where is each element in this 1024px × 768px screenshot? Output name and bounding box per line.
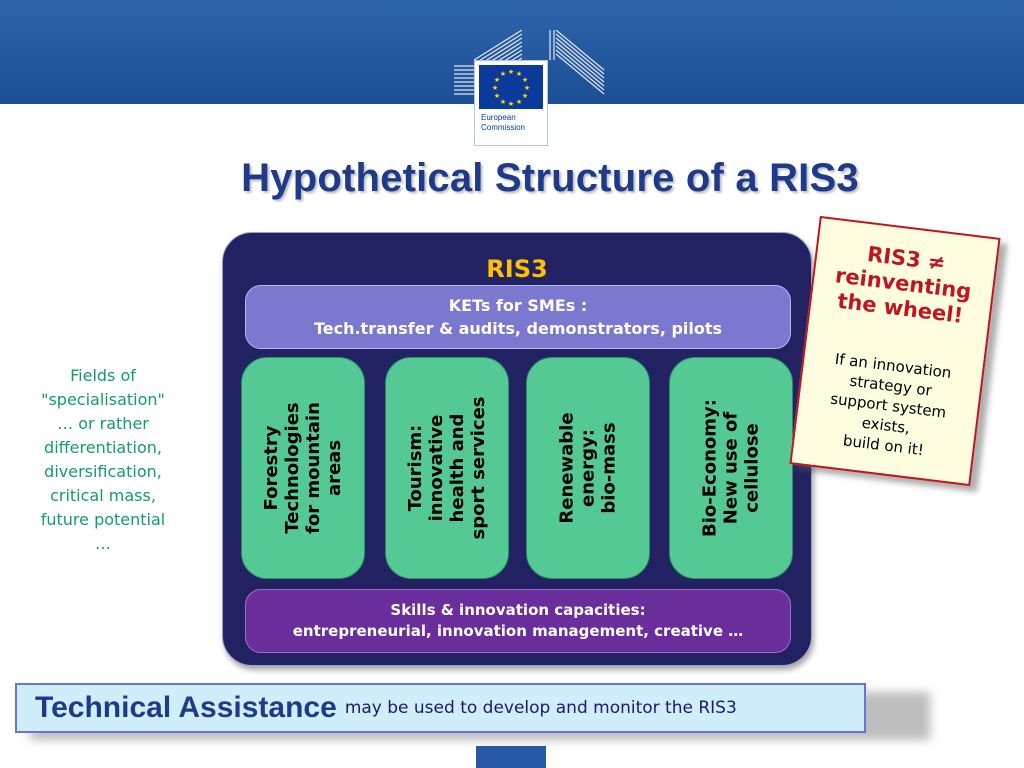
svg-text:★: ★ [499,98,507,106]
skills-line-1: Skills & innovation capacities: [390,601,646,619]
ris3-label: RIS3 [486,255,548,283]
field-label: Forestry Technologies for mountain areas [261,402,345,534]
side-note-line: differentiation, [44,438,162,457]
ta-text: may be used to develop and monitor the RIS3 [344,698,737,718]
eu-flag-icon [479,65,543,109]
svg-text:★: ★ [515,70,523,78]
field-forestry [241,357,365,579]
svg-text:★: ★ [521,76,529,84]
side-note-line: … [95,534,111,553]
callout-title: RIS3 ≠ reinventing the wheel! [833,241,973,328]
svg-text:★: ★ [507,68,515,76]
svg-text:★: ★ [499,70,507,78]
side-note-line: diversification, [44,462,162,481]
svg-text:★: ★ [493,76,501,84]
side-note-line: … or rather [57,414,149,433]
fields-of-specialisation-note [22,364,184,556]
skills-box [245,589,791,653]
field-label: Renewable energy: bio-mass [556,412,620,524]
ta-heading: Technical Assistance [35,691,337,724]
kets-line-2: Tech.transfer & audits, demonstrators, pilots [313,319,723,338]
field-bio-economy [669,357,793,579]
svg-text:★: ★ [507,100,515,108]
svg-text:★: ★ [523,84,531,92]
skills-line-2: entrepreneurial, innovation management, creative … [292,622,744,640]
svg-text:★: ★ [491,84,499,92]
footer-tab [476,746,546,768]
ris3-panel [222,232,812,666]
page-title: Hypothetical Structure of a RIS3 [241,156,859,200]
logo-text: European Commission [481,113,526,132]
kets-line-1: KETs for SMEs : [448,296,588,315]
technical-assistance-box [15,683,866,733]
callout-body: If an innovation strategy or support system exists, build on it! [829,349,953,460]
field-label: Bio-Economy: New use of cellulose [699,399,763,537]
svg-text:★: ★ [515,98,523,106]
ris3-callout-note [789,216,1000,486]
side-note-line: future potential [40,510,166,529]
side-note-line: "specialisation" [41,390,165,409]
field-label: Tourism: innovative health and sport services [405,396,489,540]
logo-emblem [474,60,548,146]
field-tourism [385,357,509,579]
svg-text:★: ★ [521,92,529,100]
side-note-line: Fields of [70,366,136,385]
svg-text:★: ★ [493,92,501,100]
side-note-line: critical mass, [50,486,156,505]
field-renewable-energy [526,357,650,579]
kets-box [245,285,791,349]
